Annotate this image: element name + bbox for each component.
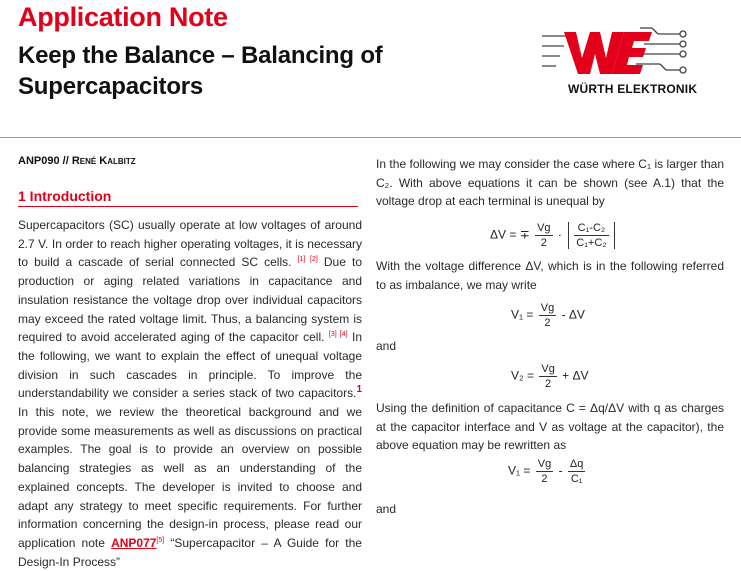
eq-lhs: V₂ = — [511, 368, 535, 383]
eq-fraction — [535, 222, 552, 249]
eq-numerator: Δq — [569, 458, 584, 470]
equation-v1 — [511, 302, 585, 329]
eq-operator: - — [558, 463, 563, 478]
section-heading-underline — [18, 206, 358, 207]
intro-text: In the following, we want to explain the effect of unequal voltage division in such cascades in principle. To improve the understandability we consider a series stack of two capacitors. — [18, 330, 363, 401]
equation-v1-charge — [508, 458, 587, 485]
eq-numerator: Vg — [541, 363, 555, 375]
eq-lhs: ΔV = ∓ — [490, 227, 530, 242]
reference-marker[interactable]: [5] — [156, 536, 165, 544]
intro-text: In this note, we review the theoretical background and we provide some measurements as well as discussions on practical examples. The goal is to provide an overview on possible balancing strategies as well as an understanding of the explained concepts. The developer is invited to choose and adapt any strategy to meet specific requirements. For further information concerning the design-in process, please read our application note — [18, 405, 362, 550]
eq-numerator: Vg — [537, 222, 551, 234]
eq-lhs: V₁ = — [508, 463, 531, 478]
document-kicker: Application Note — [18, 2, 228, 32]
brand-name: WÜRTH ELEKTRONIK — [568, 82, 698, 96]
title-line-1: Keep the Balance – Balancing of — [18, 42, 383, 69]
header-divider — [0, 137, 741, 138]
col2-paragraph-1: In the following we may consider the case where C₁ is larger than C₂. With above equations it can be shown (see A.1) that the voltage drop at each terminal is unequal by — [376, 157, 724, 209]
author-name: René Kalbitz — [71, 155, 136, 167]
eq-denominator: 2 — [545, 378, 552, 390]
and-text: and — [376, 339, 397, 353]
eq-denominator: 2 — [544, 317, 551, 329]
eq-lhs: V₁ = — [511, 307, 534, 322]
col2-paragraph-2: With the voltage difference ΔV, which is in the following referred to as imbalance, we may write — [376, 259, 724, 292]
eq-operator: · — [557, 227, 562, 242]
document-number: ANP090 // — [18, 155, 72, 167]
reference-marker[interactable]: [3] [4] — [328, 331, 348, 339]
section-heading: 1 Introduction — [18, 188, 112, 204]
title-line-2: Supercapacitors — [18, 73, 204, 100]
eq-denominator: C₁+C₂ — [576, 237, 607, 249]
eq-numerator: Vg — [540, 302, 555, 314]
eq-fraction — [539, 363, 556, 390]
eq-fraction — [539, 302, 556, 329]
eq-numerator: Vg — [537, 458, 552, 470]
equation-v2 — [511, 363, 589, 390]
eq-fraction — [568, 458, 585, 485]
intro-text: Supercapacitors (SC) usually operate at low voltages of around 2.7 V. In order to reach higher operating voltages, it is necessary to build a cascade of serial connected SC cells. — [18, 218, 362, 270]
reference-marker[interactable]: [1] [2] — [297, 256, 318, 264]
footnote-marker[interactable]: 1 — [356, 384, 362, 396]
intro-paragraph — [18, 216, 362, 571]
eq-denominator: 2 — [540, 237, 547, 249]
col2-paragraph-3: Using the definition of capacitance C = Δq/ΔV with q as charges at the capacitor interface and V as voltage at the capacitor), the above equation may be rewritten as — [376, 401, 724, 453]
intro-text: Due to production or aging related variations in capacitance and insulation resistance the voltage drop over individual capacitors may exceed the rated voltage limit. Thus, a balancing system is required to avoid accelerated aging of the capacitor cell. — [18, 255, 362, 345]
eq-denominator: 2 — [541, 473, 548, 485]
eq-fraction — [536, 458, 553, 485]
eq-numerator: C₁-C₂ — [574, 222, 608, 236]
document-title — [18, 40, 383, 102]
eq-rhs: + ΔV — [562, 368, 589, 383]
equation-delta-v — [490, 222, 615, 249]
eq-fraction — [574, 222, 608, 249]
and-text: and — [376, 502, 397, 516]
eq-absolute-value — [568, 222, 614, 249]
eq-denominator: C₁ — [570, 473, 583, 485]
app-note-link[interactable]: ANP077 — [111, 535, 157, 550]
eq-rhs: - ΔV — [561, 307, 585, 322]
intro-text: “Supercapacitor – A Guide for the Design-In Process” — [18, 535, 362, 569]
document-number-author — [18, 155, 136, 167]
